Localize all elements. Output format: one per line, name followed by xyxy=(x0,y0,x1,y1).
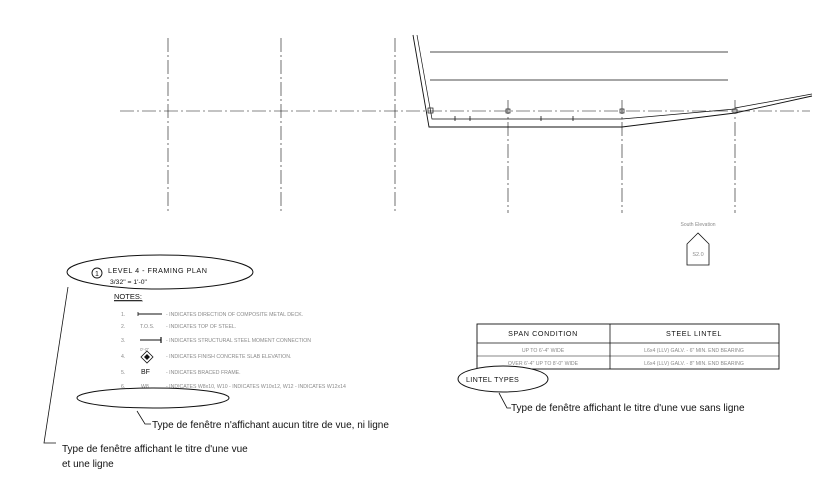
leader-line xyxy=(137,411,151,424)
elevation-marker-icon xyxy=(687,233,709,265)
callout-no-title: Type de fenêtre n'affichant aucun titre de vue, ni ligne xyxy=(152,420,389,431)
note-text: - INDICATES BRACED FRAME. xyxy=(166,370,241,376)
schedule-cell: L6x4 (LLV) GALV. - 6" MIN. END BEARING xyxy=(644,348,744,354)
notes-block xyxy=(114,292,346,390)
note-symbol: 0'-0" xyxy=(140,347,150,352)
callout-title-with-line: Type de fenêtre affichant le titre d'une vue xyxy=(62,444,248,455)
elevation-label: South Elevation xyxy=(680,222,716,228)
note-symbol: W8 xyxy=(141,384,149,390)
note-text: - INDICATES TOP OF STEEL. xyxy=(166,324,237,330)
schedule-header: STEEL LINTEL xyxy=(665,329,723,338)
note-symbol: BF xyxy=(141,369,150,376)
leader-line xyxy=(499,393,511,408)
view-scale: 3/32" = 1'-0" xyxy=(110,279,147,286)
lintel-schedule[interactable] xyxy=(477,324,779,369)
view-title-text: LEVEL 4 - FRAMING PLAN xyxy=(108,266,208,275)
schedule-cell: UP TO 6'-4" WIDE xyxy=(521,348,565,354)
callout-title-no-line: Type de fenêtre affichant le titre d'une vue sans ligne xyxy=(511,403,745,414)
slab-edge-inner xyxy=(417,35,735,119)
view-number: 1 xyxy=(95,271,99,278)
note-text: - INDICATES STRUCTURAL STEEL MOMENT CONNECTION xyxy=(166,338,311,344)
elevation-tag[interactable] xyxy=(680,222,715,265)
note-number: 3. xyxy=(121,338,126,344)
note-text: - INDICATES FINISH CONCRETE SLAB ELEVATION. xyxy=(166,354,292,360)
slab-edge-tail xyxy=(735,94,812,108)
empty-view-title-ellipse[interactable] xyxy=(77,388,229,408)
note-number: 5. xyxy=(121,370,126,376)
elevation-sheet: S2.0 xyxy=(692,252,704,258)
schedule-header: SPAN CONDITION xyxy=(508,329,578,338)
schedule-cell: L6x4 (LLV) GALV. - 8" MIN. END BEARING xyxy=(644,361,744,367)
schedule-title[interactable] xyxy=(458,366,548,392)
note-number: 4. xyxy=(121,354,126,360)
schedule-cell: OVER 6'-4" UP TO 8'-0" WIDE xyxy=(507,361,579,367)
slab-elevation-fill-icon xyxy=(144,354,150,360)
note-symbol: T.O.S. xyxy=(140,324,155,330)
view-title[interactable] xyxy=(67,255,253,289)
slab-edge-outer xyxy=(413,35,812,127)
framing-plan xyxy=(120,35,812,213)
notes-heading: NOTES: xyxy=(114,292,142,301)
note-text: - INDICATES DIRECTION OF COMPOSITE METAL DECK. xyxy=(166,312,304,318)
note-number: 2. xyxy=(121,324,126,330)
schedule-title-text: LINTEL TYPES xyxy=(466,375,520,384)
note-number: 6. xyxy=(121,384,126,390)
note-text: - INDICATES W8x10, W10 - INDICATES W10x12, W12 - INDICATES W12x14 xyxy=(166,384,346,390)
leader-line xyxy=(44,287,68,443)
note-number: 1. xyxy=(121,312,126,318)
callout-title-with-line-cont: et une ligne xyxy=(62,459,114,470)
